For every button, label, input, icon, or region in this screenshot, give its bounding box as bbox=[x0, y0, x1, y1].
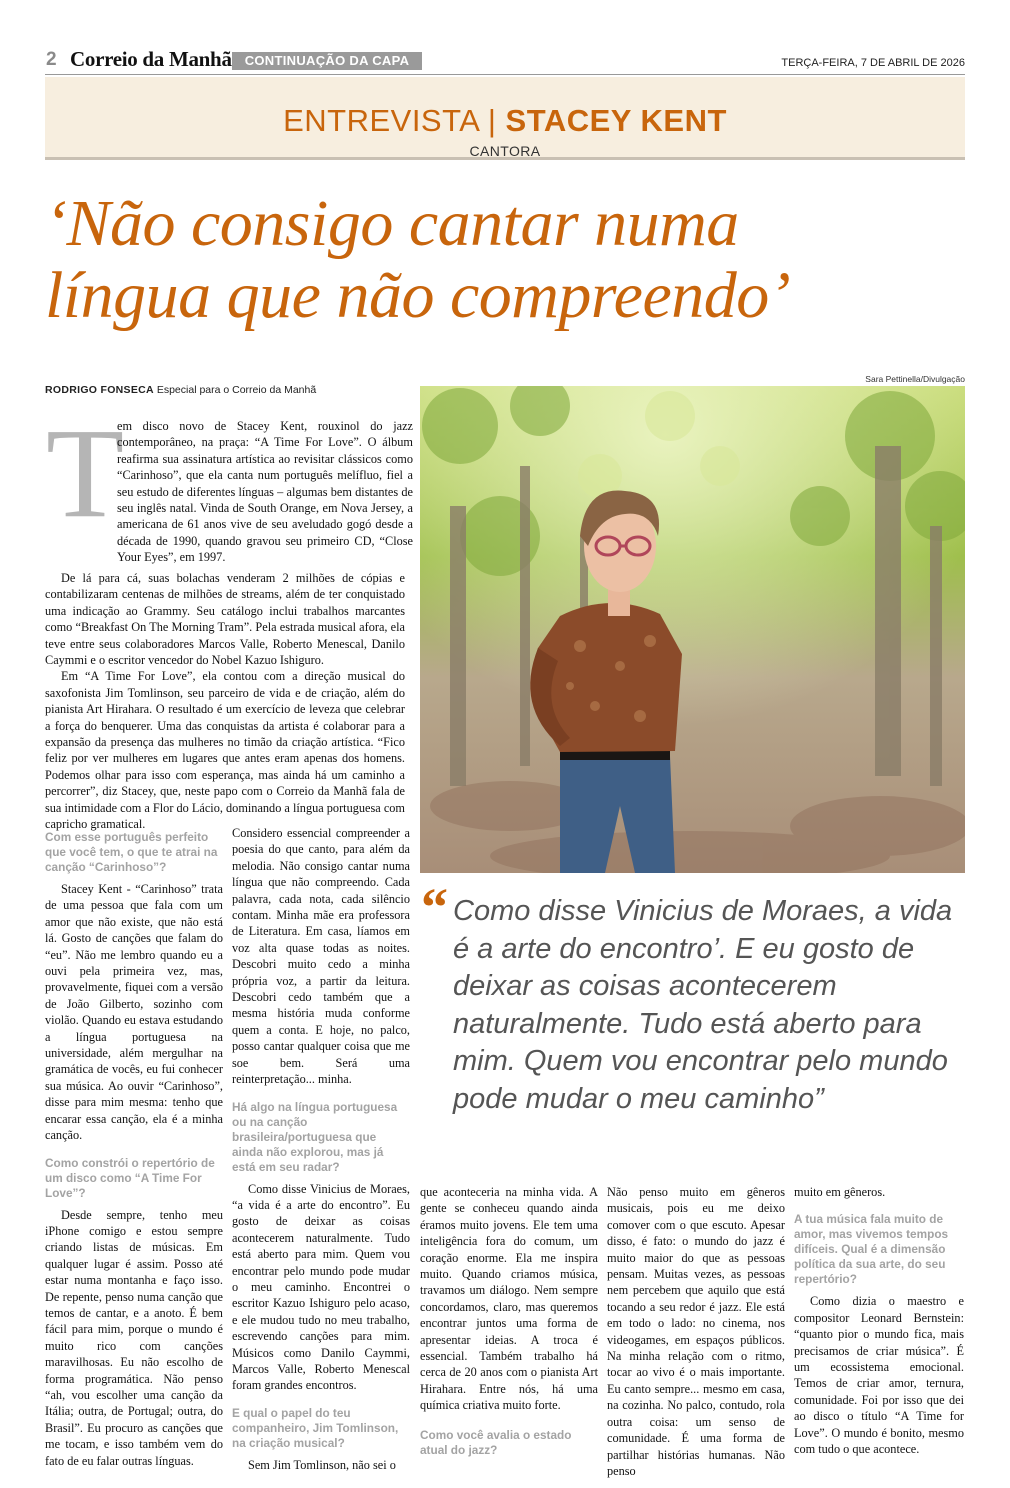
masthead-logo: Correio da Manhã bbox=[70, 47, 232, 71]
question-5: Como você avalia o estado atual do jazz? bbox=[420, 1427, 572, 1457]
column-5 bbox=[794, 1184, 964, 1457]
question-4: E qual o papel do teu companheiro, Jim Tomlinson, na criação musical? bbox=[232, 1405, 399, 1450]
article-photo bbox=[420, 386, 965, 873]
column-4 bbox=[607, 1184, 785, 1479]
pull-quote: Como disse Vinicius de Moraes, a vida é a arte do encontro’. E eu gosto de deixar as coisas acontecerem naturalmente. Tudo está aberto para mim. Quem vou encontrar pelo mundo pode mudar o meu caminho” bbox=[453, 895, 953, 1115]
question-2: Como constrói o repertório de um disco como “A Time For Love”? bbox=[45, 1155, 215, 1200]
kicker-section: ENTREVISTA bbox=[283, 103, 479, 138]
page-number: 2 bbox=[46, 49, 57, 70]
header-rule bbox=[45, 74, 965, 75]
kicker bbox=[45, 103, 965, 139]
column-2 bbox=[232, 825, 410, 1473]
column-1 bbox=[45, 830, 223, 1469]
lead-paragraph-2: De lá para cá, suas bolachas venderam 2 milhões de cópias e contabilizaram centenas de milhões de streams, além de ter conquistado uma indicação ao Grammy. Seu catálogo inclui trabalhos marcantes como “Breakfast On The Morning Tram”. Pela estrada musical afora, ela teve entre seus colaboradores Marcos Valle, Roberto Menescal, Danilo Caymmi e o escritor vencedor do Nobel Kazuo Ishiguro. bbox=[45, 571, 405, 668]
byline-role: Especial para o Correio da Manhã bbox=[156, 384, 317, 396]
question-6: A tua música fala muito de amor, mas vivemos tempos difíceis. Qual é a dimensão política da sua arte, do seu repertório? bbox=[794, 1212, 949, 1287]
answer-5: Não penso muito em gêneros musicais, pois eu me deixo comover com o que escuto. Apesar disso, é fato: o mundo do jazz é muito maior do que as pessoas pensam. Muitas vezes, as pessoas nem percebem que aquilo que está tocando a seu redor é jazz. Ele está em todo o lado: no cinema, nos videogames, em espaços públicos. Na minha relação com o ritmo, tocar ao vivo é o mais importante. Eu canto sempre... mesmo em casa, na cozinha. No palco, contudo, rola outra coisa: um senso de comunidade. É uma forma de partilhar histórias humanas. Não penso bbox=[607, 1185, 785, 1478]
lead-continuation bbox=[45, 570, 405, 833]
photo-credit: Sara Pettinella/Divulgação bbox=[865, 374, 965, 384]
answer-3: Como disse Vinicius de Moraes, “a vida é a arte do encontro”. Eu gosto de deixar as coisas acontecerem naturalmente. Tudo está aberto para mim. Quem vou encontrar pelo mundo pode mudar o meu caminho. Encontrei o escritor Kazuo Ishiguro pelo acaso, e ele mudou tudo no meu trabalho, escrevendo canções para mim. Músicos como Danilo Caymmi, Marcos Valle, Roberto Menescal foram grandes encontros. bbox=[232, 1181, 410, 1393]
headline-line-2: língua que não compreendo’ bbox=[45, 259, 791, 332]
answer-1: Stacey Kent - “Carinhoso” trata de uma pessoa que fala com um amor que não existe, que não está lá. Gosto de canções que falam do “eu”. Não me lembro quando eu a ouvi pela primeira vez, mas, provavelmente, fiquei com a versão de João Gilberto, sozinho com violão. Quando eu estava estudando a língua portuguesa na universidade, além mergulhar na gramática de vocês, eu fui conhecer sua música. Ao ouvir “Carinhoso”, disse para mim mesma: tenho que encarar essa canção, ela é a minha canção. bbox=[45, 882, 223, 1143]
kicker-separator: | bbox=[487, 103, 497, 138]
headline bbox=[45, 188, 975, 332]
pull-quote-mark: “ bbox=[421, 877, 448, 937]
question-3: Há algo na língua portuguesa ou na canção brasileira/portuguesa que ainda não explorou, mas já está em seu radar? bbox=[232, 1099, 398, 1174]
headline-line-1: ‘Não consigo cantar numa bbox=[45, 187, 739, 260]
issue-date: TERÇA-FEIRA, 7 DE ABRIL DE 2026 bbox=[781, 57, 965, 69]
section-tag: CONTINUAÇÃO DA CAPA bbox=[232, 52, 422, 70]
answer-5-continued: muito em gêneros. bbox=[794, 1185, 886, 1199]
woman-in-forest-photo bbox=[420, 386, 965, 873]
kicker-subtitle: CANTORA bbox=[469, 143, 541, 159]
drop-cap: T bbox=[46, 402, 125, 544]
column-3 bbox=[420, 1184, 598, 1464]
question-1: Com esse português perfeito que você tem, o que te atrai na canção “Carinhoso”? bbox=[45, 830, 218, 874]
answer-6: Como dizia o maestro e compositor Leonard Bernstein: “quanto pior o mundo fica, mais precisamos de criar música”. É um ecossistema emocional. Temos de criar amor, ternura, comunidade. Foi por isso que dei ao disco o título “A Time for Love”. O mundo é bonito, mesmo com tudo o que acontece. bbox=[794, 1294, 964, 1457]
answer-2-continued: Considero essencial compreender a poesia do que canto, para além da melodia. Não consigo cantar numa língua que não compreendo. Cada palavra, cada nota, cada silêncio contam. Minha mãe era professora de Literatura. Em casa, líamos em voz alta quase todas as noites. Descobri muito cedo a minha própria voz, a partir da leitura. Descobri cedo também que a mesma história muda conforme quem a conta. E hoje, no palco, posso cantar qualquer coisa que me soe bem. Será uma reinterpretação... minha. bbox=[232, 826, 410, 1087]
byline bbox=[45, 384, 316, 396]
byline-author: RODRIGO FONSECA bbox=[45, 384, 154, 396]
answer-2: Desde sempre, tenho meu iPhone comigo e estou sempre criando listas de músicas. Em qualquer lugar é assim. Posso até estar numa montanha e faço isso. De repente, penso numa canção que temos de cantar, e a anoto. É bem fácil para mim, porque o mundo é muito rico com canções maravilhosas. Eu não escolho de forma programática. Não penso “ah, vou escolher uma canção da Itália; outra, de Portugal; outra, do Brasil”. Eu procuro as canções que me tocam, e isso também vem do fato de eu falar outras línguas. bbox=[45, 1207, 223, 1468]
lead-paragraph-3: Em “A Time For Love”, ela contou com a direção musical do saxofonista Jim Tomlinson, seu parceiro de vida e de criação, além do pianista Art Hirahara. O resultado é um exercício de leveza que celebrar a força do benquerer. Uma das conquistas da artista é colaborar para a expansão da presença das mulheres no timão da criação artística. “Fico feliz por ver mulheres em lugares que antes eram apenas dos homens. Podemos olhar para isso com esperança, mas ainda há um caminho a percorrer”, diz Stacey, que, neste papo com o Correio da Manhã fala de sua intimidade com a Flor do Lácio, dominando a língua portuguesa com capricho gramatical. bbox=[45, 669, 405, 832]
answer-4-continued: que aconteceria na minha vida. A gente se conheceu quando ainda éramos muito jovens. Ele tem uma inteligência fora do comum, um coração enorme. Ela me inspira muito. Quando criamos música, travamos um diálogo. Nem sempre concordamos, claro, mas queremos encontrar juntos uma forma de apresentar ideias. A troca é essencial. Também trabalho há cerca de 20 anos com o pianista Art Hirahara. Entre nós, há uma química criativa muito forte. bbox=[420, 1185, 598, 1413]
lead-paragraph-1: em disco novo de Stacey Kent, rouxinol do jazz contemporâneo, na praça: “A Time For Love”. O álbum reafirma sua assinatura artística ao revisitar clássicos como “Carinhoso”, que ela canta num português melífluo, fiel a seu estudo de diferentes línguas – algumas bem distantes de seu inglês natal. Vinda de South Orange, em Nova Jersey, a americana de 61 anos vive de seu aveludado gogó desde a década de 1990, quando gravou seu primeiro CD, “Close Your Eyes”, em 1997. bbox=[117, 419, 413, 565]
kicker-name: STACEY KENT bbox=[505, 103, 727, 138]
answer-4: Sem Jim Tomlinson, não sei o bbox=[248, 1457, 396, 1472]
